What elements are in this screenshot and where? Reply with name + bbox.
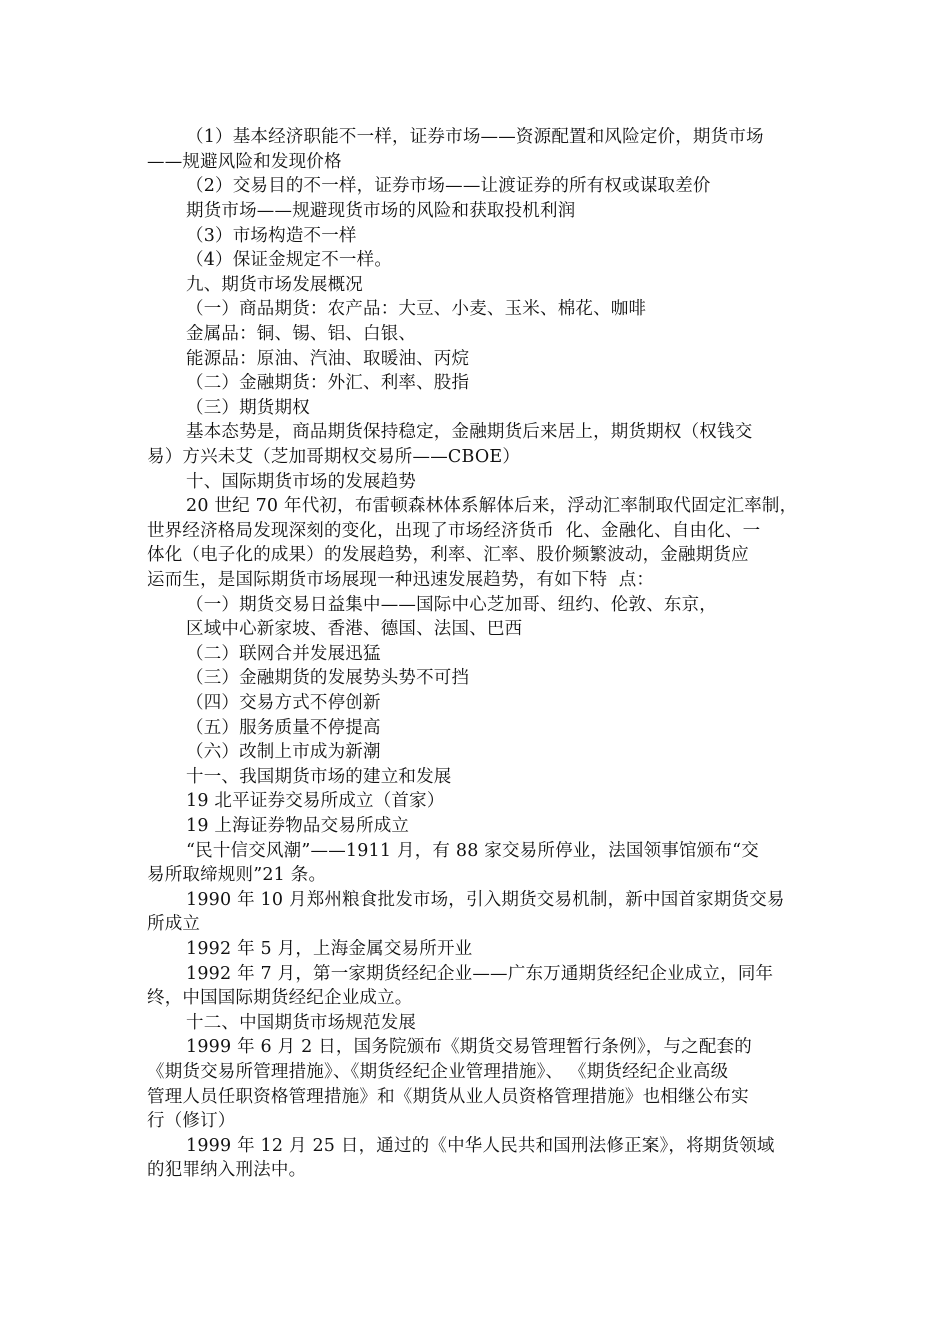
text-line: （一）商品期货：农产品：大豆、小麦、玉米、棉花、咖啡 bbox=[186, 299, 647, 319]
text-line: 世界经济格局发现深刻的变化，出现了市场经济货币 化、金融化、自由化、一 bbox=[147, 521, 761, 541]
text-line: （二）金融期货：外汇、利率、股指 bbox=[186, 373, 470, 393]
text-line: 期货市场——规避现货市场的风险和获取投机利润 bbox=[186, 201, 576, 221]
text-line: 1992 年 5 月，上海金属交易所开业 bbox=[186, 939, 473, 959]
text-line: （四）交易方式不停创新 bbox=[186, 693, 381, 713]
text-line: （三）期货期权 bbox=[186, 398, 310, 418]
text-line: （4）保证金规定不一样。 bbox=[186, 250, 393, 270]
text-line: 的犯罪纳入刑法中。 bbox=[147, 1160, 307, 1180]
text-line: 体化（电子化的成果）的发展趋势，利率、汇率、股价频繁波动，金融期货应 bbox=[147, 545, 749, 565]
text-line: 区域中心新家坡、香港、德国、法国、巴西 bbox=[186, 619, 523, 639]
text-line: 所成立 bbox=[147, 914, 201, 934]
text-line: 19 北平证券交易所成立（首家） bbox=[186, 791, 445, 811]
text-line: 行（修订） bbox=[147, 1111, 236, 1131]
section-heading: 十一、我国期货市场的建立和发展 bbox=[186, 767, 452, 787]
text-line: 1990 年 10 月郑州粮食批发市场，引入期货交易机制，新中国首家期货交易 bbox=[186, 890, 785, 910]
text-line: （2）交易目的不一样，证券市场——让渡证券的所有权或谋取差价 bbox=[186, 176, 711, 196]
text-line: （1）基本经济职能不一样，证券市场——资源配置和风险定价，期货市场 bbox=[186, 127, 764, 147]
text-line: 基本态势是，商品期货保持稳定，金融期货后来居上，期货期权（权钱交 bbox=[186, 422, 753, 442]
text-line: （3）市场构造不一样 bbox=[186, 226, 357, 246]
text-line: 能源品：原油、汽油、取暖油、丙烷 bbox=[186, 349, 470, 369]
text-line: ——规避风险和发现价格 bbox=[147, 152, 342, 172]
section-heading: 十二、中国期货市场规范发展 bbox=[186, 1013, 417, 1033]
section-heading: 九、期货市场发展概况 bbox=[186, 275, 363, 295]
text-line: 易）方兴未艾（芝加哥期权交易所——CBOE） bbox=[147, 447, 521, 467]
text-line: 《期货交易所管理措施》、《期货经纪企业管理措施》、 《期货经纪企业高级 bbox=[147, 1062, 729, 1082]
text-line: （三）金融期货的发展势头势不可挡 bbox=[186, 668, 470, 688]
text-line: 终，中国国际期货经纪企业成立。 bbox=[147, 988, 413, 1008]
text-line: （一）期货交易日益集中——国际中心芝加哥、纽约、伦敦、东京， bbox=[186, 595, 717, 615]
text-line: 1992 年 7 月，第一家期货经纪企业——广东万通期货经纪企业成立，同年 bbox=[186, 964, 774, 984]
section-heading: 十、国际期货市场的发展趋势 bbox=[186, 472, 417, 492]
text-line: 金属品：铜、锡、铝、白银、 bbox=[186, 324, 417, 344]
text-line: 19 上海证券物品交易所成立 bbox=[186, 816, 410, 836]
text-line: （二）联网合并发展迅猛 bbox=[186, 644, 381, 664]
text-line: 1999 年 6 月 2 日，国务院颁布《期货交易管理暂行条例》，与之配套的 bbox=[186, 1037, 752, 1057]
text-line: 1999 年 12 月 25 日，通过的《中华人民共和国刑法修正案》，将期货领域 bbox=[186, 1136, 775, 1156]
text-line: 20 世纪 70 年代初，布雷顿森林体系解体后来，浮动汇率制取代固定汇率制， bbox=[186, 496, 798, 516]
text-line: “民十信交风潮”——1911 月，有 88 家交易所停业，法国领事馆颁布“交 bbox=[186, 841, 759, 861]
text-line: 易所取缔规则”21 条。 bbox=[147, 865, 327, 885]
text-line: 管理人员任职资格管理措施》和《期货从业人员资格管理措施》也相继公布实 bbox=[147, 1087, 749, 1107]
text-line: （六）改制上市成为新潮 bbox=[186, 742, 381, 762]
text-line: 运而生，是国际期货市场展现一种迅速发展趋势，有如下特 点： bbox=[147, 570, 655, 590]
text-line: （五）服务质量不停提高 bbox=[186, 718, 381, 738]
